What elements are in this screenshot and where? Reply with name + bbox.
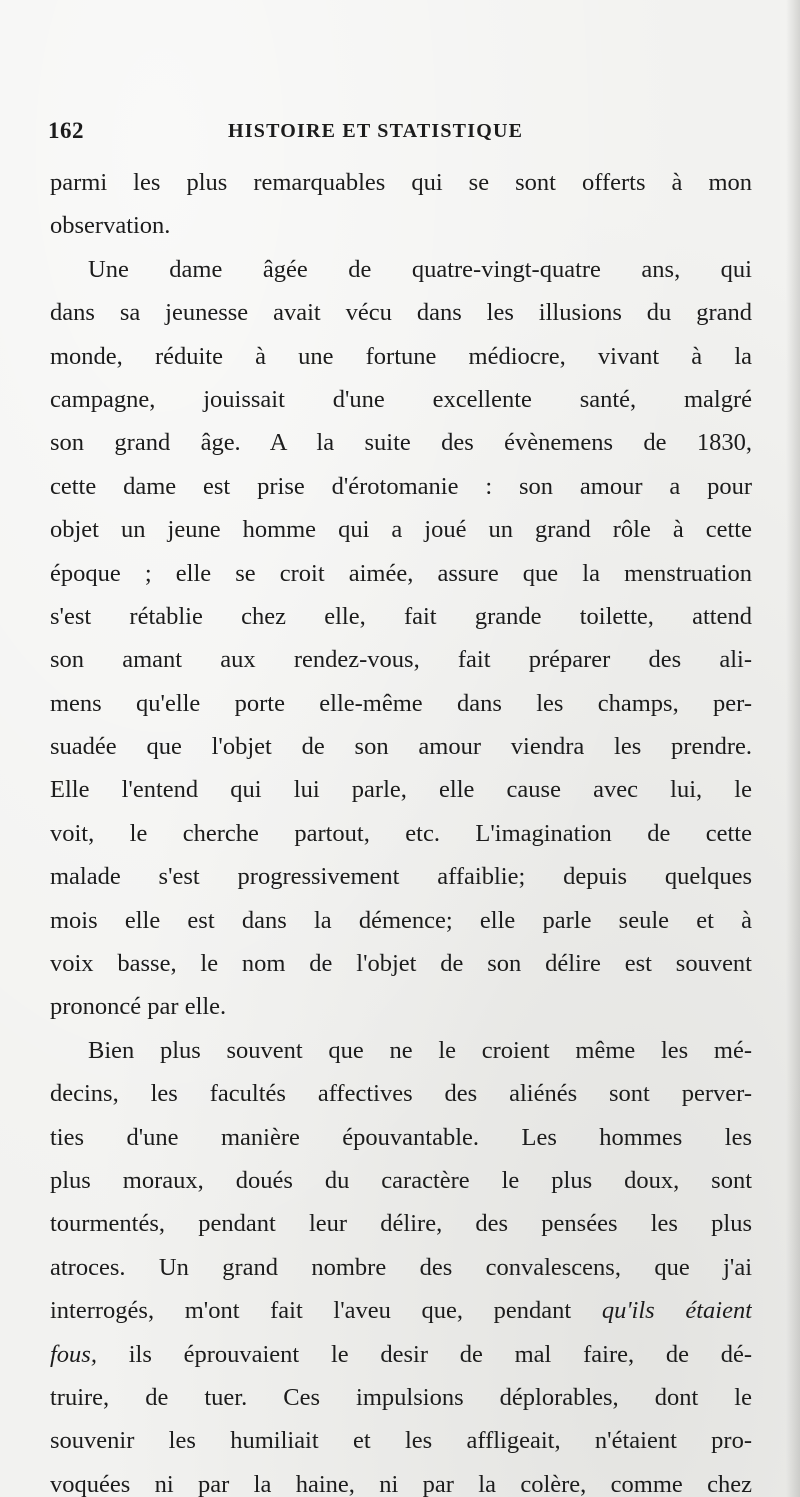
text-line (50, 291, 752, 334)
line-text: souvenir les humiliait et les affligeait, n'étaient pro- (50, 1427, 752, 1455)
line-text: mois elle est dans la démence; elle parle seule et à (50, 906, 752, 934)
page-header (48, 118, 754, 152)
text-line (50, 248, 752, 291)
body-text (50, 161, 752, 1497)
text-line (50, 161, 752, 204)
text-line (50, 378, 752, 421)
running-head: HISTOIRE ET STATISTIQUE (228, 120, 524, 142)
text-line (50, 1202, 752, 1245)
line-text: tourmentés, pendant leur délire, des pensées les plus (50, 1210, 752, 1238)
line-text: cette dame est prise d'érotomanie : son amour a pour (50, 472, 752, 500)
line-text: ties d'une manière épouvantable. Les hommes les (50, 1123, 752, 1151)
line-text: voquées ni par la haine, ni par la colère, comme chez (50, 1470, 752, 1497)
line-text: Une dame âgée de quatre-vingt-quatre ans, qui (88, 255, 752, 283)
line-text: voix basse, le nom de l'objet de son délire est souvent (50, 950, 752, 978)
text-line (50, 985, 752, 1028)
line-text: campagne, jouissait d'une excellente santé, malgré (50, 385, 752, 413)
line-text: monde, réduite à une fortune médiocre, vivant à la (50, 342, 752, 370)
line-text: époque ; elle se croit aimée, assure que la menstruation (50, 559, 752, 587)
text-line (50, 855, 752, 898)
line-text: Bien plus souvent que ne le croient même les mé- (88, 1036, 752, 1064)
line-text: suadée que l'objet de son amour viendra les prendre. (50, 733, 752, 761)
text-line (50, 682, 752, 725)
text-line (50, 335, 752, 378)
text-line (50, 725, 752, 768)
text-line (50, 1159, 752, 1202)
line-text: interrogés, m'ont fait l'aveu que, pendant (50, 1297, 602, 1325)
text-line (50, 204, 752, 247)
line-text: objet un jeune homme qui a joué un grand rôle à cette (50, 516, 752, 544)
line-text: s'est rétablie chez elle, fait grande toilette, attend (50, 602, 752, 630)
text-line (50, 508, 752, 551)
line-text: voit, le cherche partout, etc. L'imagination de cette (50, 819, 752, 847)
text-line (50, 1463, 752, 1497)
text-line (50, 638, 752, 681)
line-text: truire, de tuer. Ces impulsions déplorables, dont le (50, 1383, 752, 1411)
text-line (50, 1029, 752, 1072)
text-line (50, 1072, 752, 1115)
line-text: mens qu'elle porte elle-même dans les champs, per- (50, 689, 752, 717)
line-text: prononcé par elle. (50, 993, 227, 1021)
line-text: son amant aux rendez-vous, fait préparer des ali- (50, 646, 752, 674)
text-line (50, 1116, 752, 1159)
text-line (50, 899, 752, 942)
text-line (50, 552, 752, 595)
text-line (50, 1376, 752, 1419)
text-line (50, 421, 752, 464)
text-line (50, 812, 752, 855)
text-line (50, 1289, 752, 1332)
line-text: dans sa jeunesse avait vécu dans les illusions du grand (50, 299, 752, 327)
line-text: plus moraux, doués du caractère le plus doux, sont (50, 1166, 752, 1194)
line-text: son grand âge. A la suite des évènemens de 1830, (50, 429, 752, 457)
line-text: observation. (50, 212, 171, 240)
line-text: parmi les plus remarquables qui se sont offerts à mon (50, 169, 752, 196)
text-line (50, 465, 752, 508)
italic-text: fous, (50, 1340, 97, 1368)
line-text: Elle l'entend qui lui parle, elle cause avec lui, le (50, 776, 752, 804)
italic-text: qu'ils étaient (601, 1297, 752, 1325)
text-line (50, 1246, 752, 1289)
text-line (50, 942, 752, 985)
line-text: ils éprouvaient le desir de mal faire, de dé- (96, 1340, 752, 1368)
line-text: decins, les facultés affectives des aliénés sont perver- (50, 1080, 752, 1108)
page-edge-shadow (786, 0, 800, 1497)
page-number: 162 (48, 118, 84, 143)
line-text: malade s'est progressivement affaiblie; depuis quelques (50, 863, 752, 891)
line-text: atroces. Un grand nombre des convalescens, que j'ai (50, 1253, 752, 1281)
text-line (50, 1419, 752, 1462)
text-line (50, 768, 752, 811)
text-line (50, 595, 752, 638)
text-line (50, 1333, 752, 1376)
